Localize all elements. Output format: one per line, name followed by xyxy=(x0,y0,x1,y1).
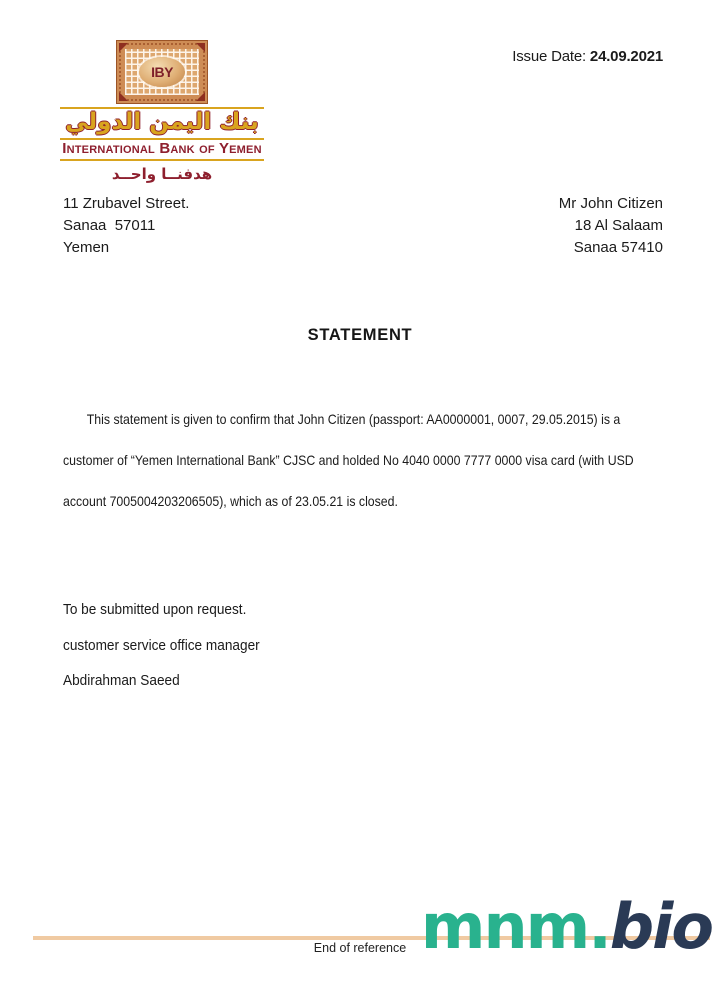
sender-address xyxy=(63,193,189,259)
brand-tld: bio xyxy=(609,890,712,963)
recipient-address-line: Sanaa 57410 xyxy=(573,239,663,256)
recipient-address xyxy=(559,193,663,259)
end-of-reference-label: End of reference xyxy=(313,941,407,955)
issue-date xyxy=(512,48,663,65)
bank-logo xyxy=(60,40,264,183)
statement-text-line: customer of “Yemen International Bank” CJSC and holded No 4040 0000 7777 0000 visa card (with USD xyxy=(63,452,634,468)
signer-role: customer service office manager xyxy=(63,637,260,654)
recipient-address-line: Mr John Citizen xyxy=(558,195,663,212)
document-title: STATEMENT xyxy=(307,326,413,344)
bank-emblem-icon xyxy=(116,40,208,104)
bank-name-arabic: بنك اليمن الدولي xyxy=(60,107,264,140)
emblem-monogram: IBY xyxy=(139,57,185,87)
statement-text-line: account 7005004203206505), which as of 23.05.21 is closed. xyxy=(63,493,398,509)
brand-dot: . xyxy=(588,890,610,963)
issue-date-label: Issue Date: xyxy=(512,48,590,65)
bank-name-english: International Bank of Yemen xyxy=(60,140,264,162)
statement-text-line: This statement is given to confirm that John Citizen (passport: AA0000001, 0007, 29.05.2015) is a xyxy=(86,411,621,427)
sender-address-line: Sanaa 57011 xyxy=(63,217,156,234)
bank-slogan-arabic: هدفنــا واحــد xyxy=(111,165,213,184)
sender-address-line: 11 Zrubavel Street. xyxy=(63,195,190,212)
issue-date-value: 24.09.2021 xyxy=(589,48,663,65)
recipient-address-line: 18 Al Salaam xyxy=(574,217,663,234)
brand-name: mnm xyxy=(420,890,589,963)
signer-name: Abdirahman Saeed xyxy=(63,673,180,689)
statement-paragraph xyxy=(63,399,673,522)
brand-watermark xyxy=(420,890,712,963)
closing-block xyxy=(63,593,272,700)
sender-address-line: Yemen xyxy=(63,239,110,256)
closing-note: To be submitted upon request. xyxy=(63,602,247,618)
